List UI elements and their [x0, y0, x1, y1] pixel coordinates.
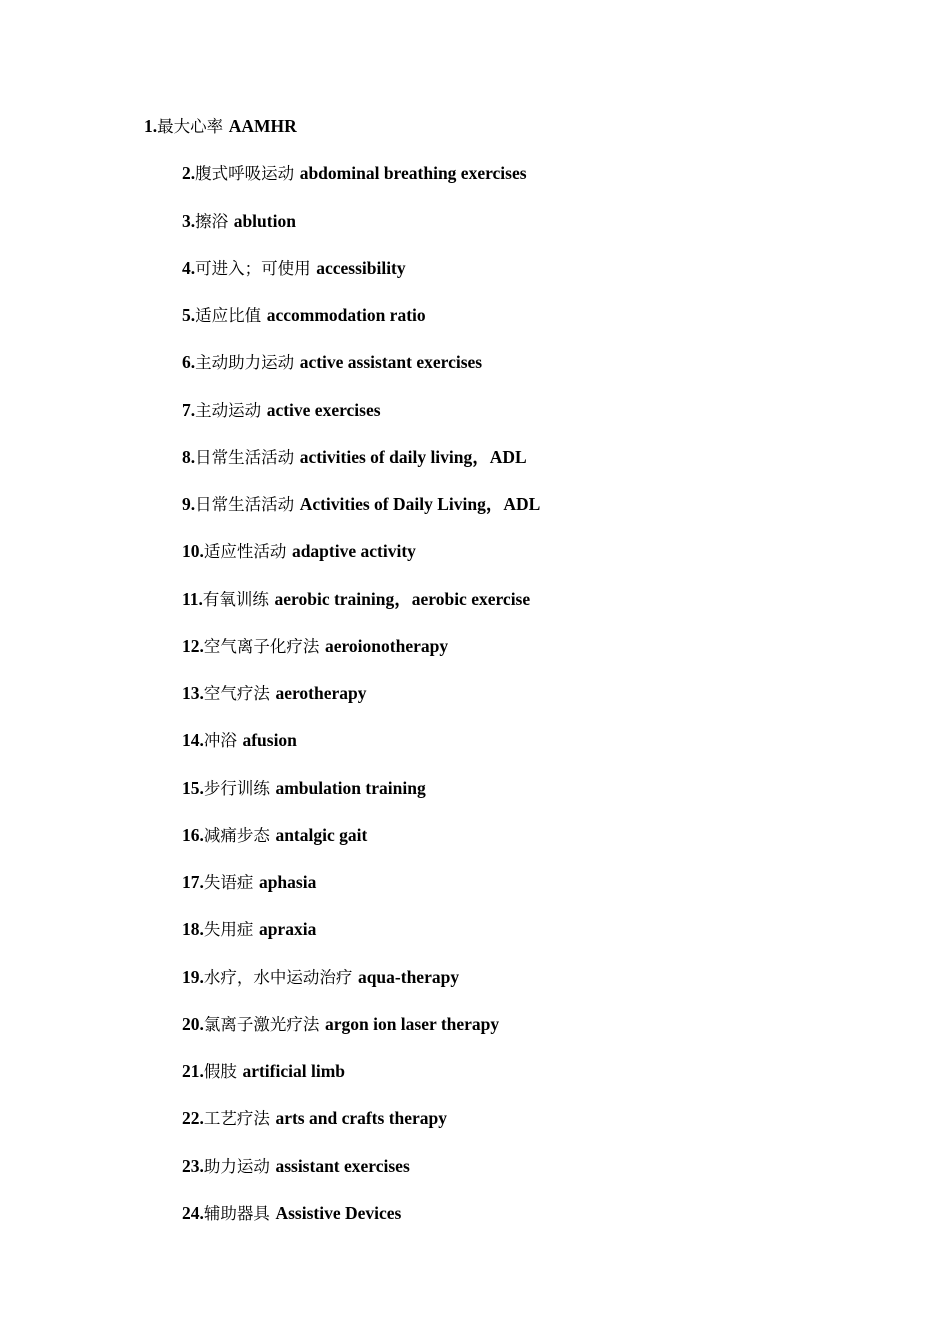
term-number: 10.: [182, 541, 204, 562]
term-row: [0, 774, 950, 821]
term-english: activities of daily living，ADL: [299, 446, 527, 467]
term-row: [0, 1010, 950, 1057]
term-number: 11.: [182, 588, 203, 609]
term-row: [0, 679, 950, 726]
term-row: [0, 963, 950, 1010]
term-row: [0, 207, 950, 254]
term-chinese: 水疗，水中运动治疗: [203, 967, 353, 987]
term-chinese: 擦浴: [195, 211, 229, 231]
term-english: aerotherapy: [275, 683, 367, 703]
term-chinese: 冲浴: [203, 731, 237, 751]
term-english: ambulation training: [275, 777, 426, 798]
term-chinese: 日常生活活动: [195, 495, 295, 514]
term-list: [0, 112, 950, 1246]
term-chinese: 适应性活动: [203, 542, 287, 562]
term-chinese: 工艺疗法: [203, 1109, 270, 1129]
term-english: apraxia: [258, 919, 317, 940]
term-number: 14.: [182, 730, 204, 751]
term-chinese: 主动运动: [195, 400, 262, 420]
term-number: 22.: [182, 1108, 204, 1129]
term-english: afusion: [242, 730, 297, 751]
term-english: active assistant exercises: [299, 352, 483, 373]
term-number: 3.: [182, 210, 196, 231]
term-row: [0, 1057, 950, 1104]
term-row: [0, 112, 950, 159]
term-number: 4.: [182, 257, 196, 278]
term-chinese: 助力运动: [203, 1156, 270, 1176]
term-number: 5.: [182, 305, 196, 325]
term-row: [0, 726, 950, 773]
term-chinese: 有氧训练: [202, 589, 269, 609]
term-number: 8.: [182, 446, 196, 467]
term-row: [0, 396, 950, 443]
term-english: antalgic gait: [275, 824, 368, 845]
term-number: 17.: [182, 872, 204, 892]
term-chinese: 失用症: [203, 920, 254, 940]
term-number: 1.: [144, 116, 158, 136]
term-number: 6.: [182, 352, 196, 373]
term-row: [0, 585, 950, 632]
term-number: 19.: [182, 966, 204, 987]
term-number: 12.: [182, 635, 204, 656]
term-row: [0, 632, 950, 679]
term-english: artificial limb: [242, 1061, 346, 1081]
term-row: [0, 1104, 950, 1151]
term-english: accommodation ratio: [266, 305, 426, 325]
term-english: argon ion laser therapy: [324, 1013, 500, 1034]
term-chinese: 空气疗法: [203, 684, 270, 703]
term-row: [0, 1199, 950, 1246]
term-english: accessibility: [316, 257, 406, 278]
term-chinese: 最大心率: [157, 117, 224, 136]
term-english: aeroionotherapy: [324, 635, 449, 656]
term-english: Assistive Devices: [275, 1202, 402, 1223]
term-row: [0, 348, 950, 395]
term-row: [0, 443, 950, 490]
term-english: Activities of Daily Living，ADL: [299, 494, 541, 514]
term-row: [0, 254, 950, 301]
term-english: adaptive activity: [291, 541, 416, 562]
term-chinese: 减痛步态: [203, 825, 270, 845]
term-number: 23.: [182, 1155, 204, 1176]
term-number: 24.: [182, 1202, 204, 1223]
term-english: ablution: [233, 210, 296, 231]
term-number: 21.: [182, 1061, 204, 1081]
term-chinese: 步行训练: [203, 778, 270, 798]
term-chinese: 空气离子化疗法: [203, 636, 320, 656]
term-chinese: 腹式呼吸运动: [195, 164, 295, 184]
term-chinese: 假肢: [203, 1062, 237, 1081]
term-row: [0, 915, 950, 962]
term-chinese: 日常生活活动: [195, 447, 295, 467]
term-english: assistant exercises: [275, 1155, 410, 1176]
term-row: [0, 490, 950, 537]
term-row: [0, 301, 950, 348]
term-chinese: 主动助力运动: [195, 353, 295, 373]
term-english: abdominal breathing exercises: [299, 163, 527, 184]
term-english: AAMHR: [228, 116, 297, 136]
term-english: aqua-therapy: [357, 966, 460, 987]
term-english: active exercises: [266, 399, 381, 420]
term-number: 16.: [182, 824, 204, 845]
term-chinese: 适应比值: [195, 306, 262, 325]
term-chinese: 辅助器具: [203, 1203, 270, 1223]
term-chinese: 可进入；可使用: [195, 258, 311, 278]
term-chinese: 失语症: [203, 873, 254, 892]
term-english: aerobic training，aerobic exercise: [274, 588, 531, 609]
term-row: [0, 1152, 950, 1199]
term-chinese: 氯离子激光疗法: [203, 1014, 320, 1034]
term-number: 13.: [182, 683, 204, 703]
term-number: 18.: [182, 919, 204, 940]
term-row: [0, 159, 950, 206]
term-row: [0, 868, 950, 915]
term-row: [0, 821, 950, 868]
term-number: 7.: [182, 399, 196, 420]
term-english: arts and crafts therapy: [275, 1108, 448, 1129]
term-number: 2.: [182, 163, 196, 184]
term-number: 15.: [182, 777, 204, 798]
term-number: 20.: [182, 1013, 204, 1034]
term-row: [0, 537, 950, 584]
term-number: 9.: [182, 494, 196, 514]
term-english: aphasia: [258, 872, 317, 892]
